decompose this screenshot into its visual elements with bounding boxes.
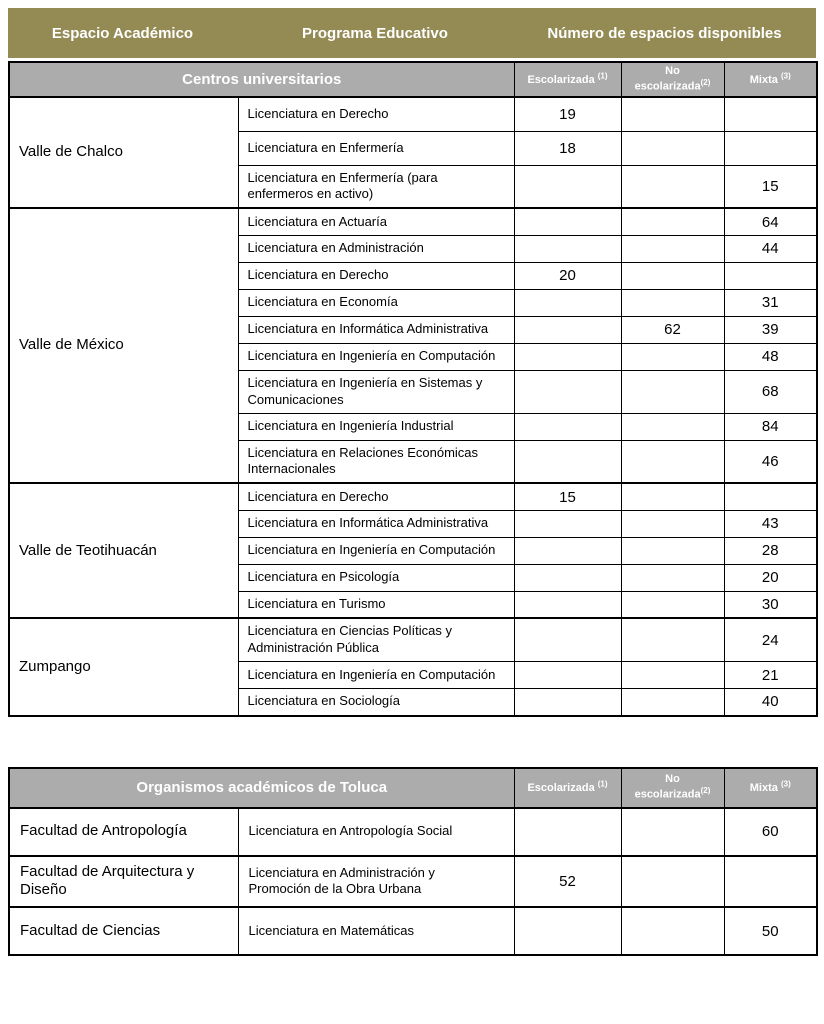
value-escolarizada-cell bbox=[514, 165, 621, 208]
mode-header-label bbox=[633, 65, 713, 94]
mode-header-word: Mixta bbox=[749, 782, 778, 795]
value-no-escolarizada-cell bbox=[621, 440, 724, 483]
value-mixta-cell: 46 bbox=[724, 440, 817, 483]
program-cell: Licenciatura en Derecho bbox=[238, 262, 514, 289]
mode-header-superscript: (2) bbox=[700, 786, 711, 796]
program-cell: Licenciatura en Informática Administrativa bbox=[238, 316, 514, 343]
mode-header-word: Escolarizada bbox=[527, 74, 595, 87]
value-escolarizada-cell bbox=[514, 289, 621, 316]
table-row bbox=[9, 483, 817, 510]
value-no-escolarizada-cell bbox=[621, 564, 724, 591]
mode-header-superscript: (1) bbox=[597, 71, 608, 81]
program-cell: Licenciatura en Matemáticas bbox=[238, 907, 514, 955]
main-header-row bbox=[8, 8, 816, 58]
value-no-escolarizada-cell: 62 bbox=[621, 316, 724, 343]
value-escolarizada-cell bbox=[514, 235, 621, 262]
value-escolarizada-cell bbox=[514, 510, 621, 537]
value-mixta-cell bbox=[724, 856, 817, 908]
program-cell: Licenciatura en Ingeniería en Computación bbox=[238, 662, 514, 689]
campus-cell: Valle de Chalco bbox=[9, 97, 238, 208]
value-no-escolarizada-cell bbox=[621, 537, 724, 564]
mode-header-label bbox=[527, 71, 608, 87]
table-row bbox=[9, 618, 817, 661]
mode-header-superscript: (3) bbox=[780, 779, 791, 789]
table-row bbox=[9, 856, 817, 908]
mode-header-escolarizada bbox=[514, 768, 621, 808]
value-mixta-cell: 43 bbox=[724, 510, 817, 537]
value-escolarizada-cell bbox=[514, 413, 621, 440]
mode-header-mixta bbox=[724, 62, 817, 97]
program-cell: Licenciatura en Ingeniería en Computación bbox=[238, 343, 514, 370]
mode-header-mixta bbox=[724, 768, 817, 808]
mode-header-superscript: (1) bbox=[597, 779, 608, 789]
program-cell: Licenciatura en Psicología bbox=[238, 564, 514, 591]
program-cell: Licenciatura en Derecho bbox=[238, 97, 514, 131]
program-cell: Licenciatura en Antropología Social bbox=[238, 808, 514, 856]
mode-header-superscript: (3) bbox=[780, 71, 791, 81]
tables-host bbox=[8, 61, 816, 956]
value-no-escolarizada-cell bbox=[621, 413, 724, 440]
mode-header-label bbox=[527, 779, 608, 795]
program-cell: Licenciatura en Relaciones Económicas Internacionales bbox=[238, 440, 514, 483]
value-mixta-cell: 68 bbox=[724, 370, 817, 413]
program-cell: Licenciatura en Informática Administrativa bbox=[238, 510, 514, 537]
value-no-escolarizada-cell bbox=[621, 510, 724, 537]
value-no-escolarizada-cell bbox=[621, 856, 724, 908]
program-cell: Licenciatura en Sociología bbox=[238, 689, 514, 716]
value-no-escolarizada-cell bbox=[621, 289, 724, 316]
campus-cell: Facultad de Ciencias bbox=[9, 907, 238, 955]
value-mixta-cell: 39 bbox=[724, 316, 817, 343]
value-mixta-cell: 50 bbox=[724, 907, 817, 955]
mode-header-superscript: (2) bbox=[700, 78, 711, 88]
mode-header-word: Mixta bbox=[749, 74, 778, 87]
mode-header-label bbox=[749, 779, 791, 795]
value-escolarizada-cell bbox=[514, 591, 621, 618]
value-escolarizada-cell bbox=[514, 808, 621, 856]
section-title-cell: Organismos académicos de Toluca bbox=[9, 768, 514, 808]
campus-cell: Zumpango bbox=[9, 618, 238, 715]
value-escolarizada-cell: 19 bbox=[514, 97, 621, 131]
value-escolarizada-cell bbox=[514, 370, 621, 413]
table-row bbox=[9, 907, 817, 955]
program-cell: Licenciatura en Enfermería (para enfermeros en activo) bbox=[238, 165, 514, 208]
header-numero-espacios: Número de espacios disponibles bbox=[547, 24, 782, 42]
value-escolarizada-cell bbox=[514, 537, 621, 564]
program-cell: Licenciatura en Economía bbox=[238, 289, 514, 316]
value-escolarizada-cell: 15 bbox=[514, 483, 621, 510]
table-row bbox=[9, 808, 817, 856]
value-mixta-cell: 60 bbox=[724, 808, 817, 856]
value-no-escolarizada-cell bbox=[621, 618, 724, 661]
value-mixta-cell: 44 bbox=[724, 235, 817, 262]
program-cell: Licenciatura en Administración bbox=[238, 235, 514, 262]
value-mixta-cell: 84 bbox=[724, 413, 817, 440]
mode-header-label bbox=[749, 71, 791, 87]
toluca-table bbox=[8, 767, 818, 957]
value-escolarizada-cell: 20 bbox=[514, 262, 621, 289]
mode-header-no-escolarizada bbox=[621, 62, 724, 97]
value-escolarizada-cell bbox=[514, 689, 621, 716]
header-espacio-academico: Espacio Académico bbox=[51, 24, 194, 42]
value-no-escolarizada-cell bbox=[621, 235, 724, 262]
value-no-escolarizada-cell bbox=[621, 370, 724, 413]
value-no-escolarizada-cell bbox=[621, 343, 724, 370]
value-escolarizada-cell bbox=[514, 208, 621, 235]
mode-header-word: No escolarizada bbox=[634, 65, 701, 93]
program-cell: Licenciatura en Ingeniería en Computación bbox=[238, 537, 514, 564]
value-escolarizada-cell: 18 bbox=[514, 131, 621, 165]
value-mixta-cell bbox=[724, 483, 817, 510]
value-no-escolarizada-cell bbox=[621, 483, 724, 510]
campus-cell: Valle de Teotihuacán bbox=[9, 483, 238, 618]
table-header-row bbox=[9, 62, 817, 97]
value-mixta-cell bbox=[724, 131, 817, 165]
value-no-escolarizada-cell bbox=[621, 131, 724, 165]
program-cell: Licenciatura en Ciencias Políticas y Administración Pública bbox=[238, 618, 514, 661]
program-cell: Licenciatura en Actuaría bbox=[238, 208, 514, 235]
value-mixta-cell bbox=[724, 97, 817, 131]
mode-header-word: No escolarizada bbox=[634, 773, 701, 801]
value-escolarizada-cell bbox=[514, 618, 621, 661]
value-mixta-cell bbox=[724, 262, 817, 289]
value-no-escolarizada-cell bbox=[621, 165, 724, 208]
value-escolarizada-cell bbox=[514, 316, 621, 343]
value-mixta-cell: 28 bbox=[724, 537, 817, 564]
value-mixta-cell: 20 bbox=[724, 564, 817, 591]
value-no-escolarizada-cell bbox=[621, 808, 724, 856]
value-escolarizada-cell bbox=[514, 343, 621, 370]
campus-cell: Facultad de Arquitectura y Diseño bbox=[9, 856, 238, 908]
value-mixta-cell: 64 bbox=[724, 208, 817, 235]
mode-header-no-escolarizada bbox=[621, 768, 724, 808]
value-mixta-cell: 40 bbox=[724, 689, 817, 716]
value-no-escolarizada-cell bbox=[621, 262, 724, 289]
value-mixta-cell: 21 bbox=[724, 662, 817, 689]
value-mixta-cell: 48 bbox=[724, 343, 817, 370]
program-cell: Licenciatura en Enfermería bbox=[238, 131, 514, 165]
centros-table bbox=[8, 61, 818, 717]
table-header-row bbox=[9, 768, 817, 808]
campus-cell: Valle de México bbox=[9, 208, 238, 483]
mode-header-escolarizada bbox=[514, 62, 621, 97]
program-cell: Licenciatura en Derecho bbox=[238, 483, 514, 510]
program-cell: Licenciatura en Ingeniería en Sistemas y Comunicaciones bbox=[238, 370, 514, 413]
program-cell: Licenciatura en Turismo bbox=[238, 591, 514, 618]
value-escolarizada-cell bbox=[514, 440, 621, 483]
value-escolarizada-cell bbox=[514, 662, 621, 689]
table-row bbox=[9, 97, 817, 131]
program-cell: Licenciatura en Administración y Promoción de la Obra Urbana bbox=[238, 856, 514, 908]
mode-header-word: Escolarizada bbox=[527, 782, 595, 795]
section-title-cell: Centros universitarios bbox=[9, 62, 514, 97]
value-mixta-cell: 15 bbox=[724, 165, 817, 208]
mode-header-label bbox=[633, 773, 713, 802]
campus-cell: Facultad de Antropología bbox=[9, 808, 238, 856]
value-escolarizada-cell bbox=[514, 907, 621, 955]
value-no-escolarizada-cell bbox=[621, 907, 724, 955]
header-programa-educativo: Programa Educativo bbox=[302, 24, 448, 42]
value-no-escolarizada-cell bbox=[621, 689, 724, 716]
value-no-escolarizada-cell bbox=[621, 591, 724, 618]
value-mixta-cell: 24 bbox=[724, 618, 817, 661]
value-no-escolarizada-cell bbox=[621, 97, 724, 131]
value-escolarizada-cell: 52 bbox=[514, 856, 621, 908]
table-row bbox=[9, 208, 817, 235]
program-cell: Licenciatura en Ingeniería Industrial bbox=[238, 413, 514, 440]
value-escolarizada-cell bbox=[514, 564, 621, 591]
value-no-escolarizada-cell bbox=[621, 208, 724, 235]
value-no-escolarizada-cell bbox=[621, 662, 724, 689]
value-mixta-cell: 30 bbox=[724, 591, 817, 618]
value-mixta-cell: 31 bbox=[724, 289, 817, 316]
